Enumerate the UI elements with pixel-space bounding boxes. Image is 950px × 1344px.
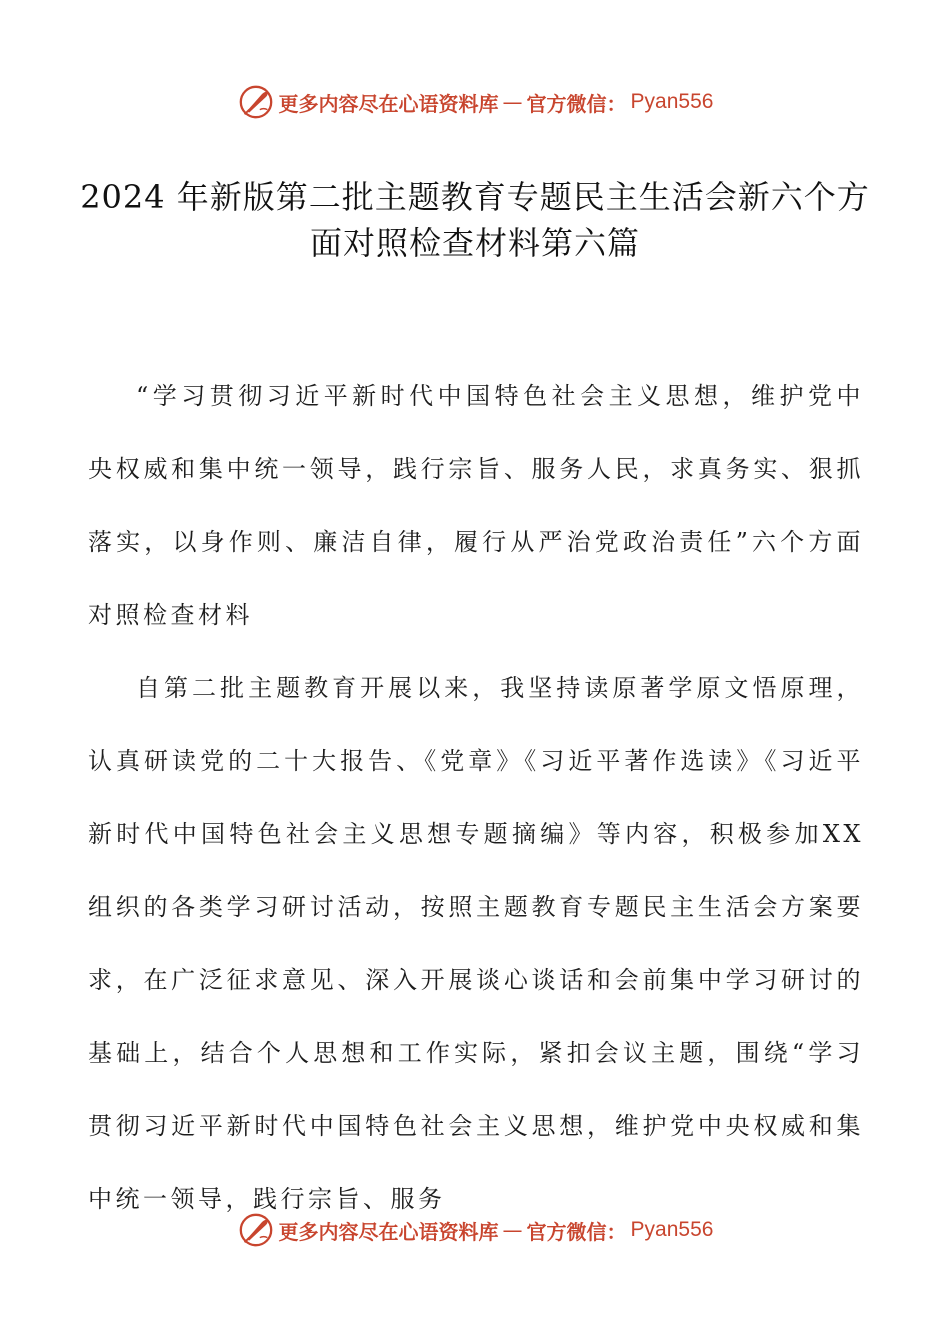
banner-wechat-id: Pyan556 [630, 90, 714, 113]
banner-wechat-id: Pyan556 [630, 1218, 714, 1241]
banner-separator: — [502, 90, 523, 114]
document-body [88, 360, 864, 1236]
banner-wechat-label: 官方微信： [526, 91, 627, 116]
quill-logo-icon [237, 1211, 275, 1249]
footer-banner [0, 1208, 950, 1252]
banner-wechat-label: 官方微信： [526, 1219, 627, 1244]
quill-logo-icon [237, 83, 275, 121]
header-banner [0, 80, 950, 124]
paragraph: 自第二批主题教育开展以来，我坚持读原著学原文悟原理，认真研读党的二十大报告、《党章》《习近平著作选读》《习近平新时代中国特色社会主义思想专题摘编》等内容，积极参加XX组织的各类学习研讨活动，按照主题教育专题民主生活会方案要求，在广泛征求意见、深入开展谈心谈话和会前集中学习研讨的基础上，结合个人思想和工作实际，紧扣会议主题，围绕“学习贯彻习近平新时代中国特色社会主义思想，维护党中央权威和集中统一领导，践行宗旨、服务 [88, 674, 864, 1213]
document-title: 2024 年新版第二批主题教育专题民主生活会新六个方面对照检查材料第六篇 [80, 178, 870, 262]
banner-brand: 更多内容尽在心语资料库 [278, 1219, 499, 1244]
banner-brand: 更多内容尽在心语资料库 [278, 91, 499, 116]
banner-separator: — [502, 1218, 523, 1242]
paragraph: “学习贯彻习近平新时代中国特色社会主义思想，维护党中央权威和集中统一领导，践行宗旨、服务人民，求真务实、狠抓落实，以身作则、廉洁自律，履行从严治党政治责任”六个方面对照检查材料 [88, 382, 864, 629]
